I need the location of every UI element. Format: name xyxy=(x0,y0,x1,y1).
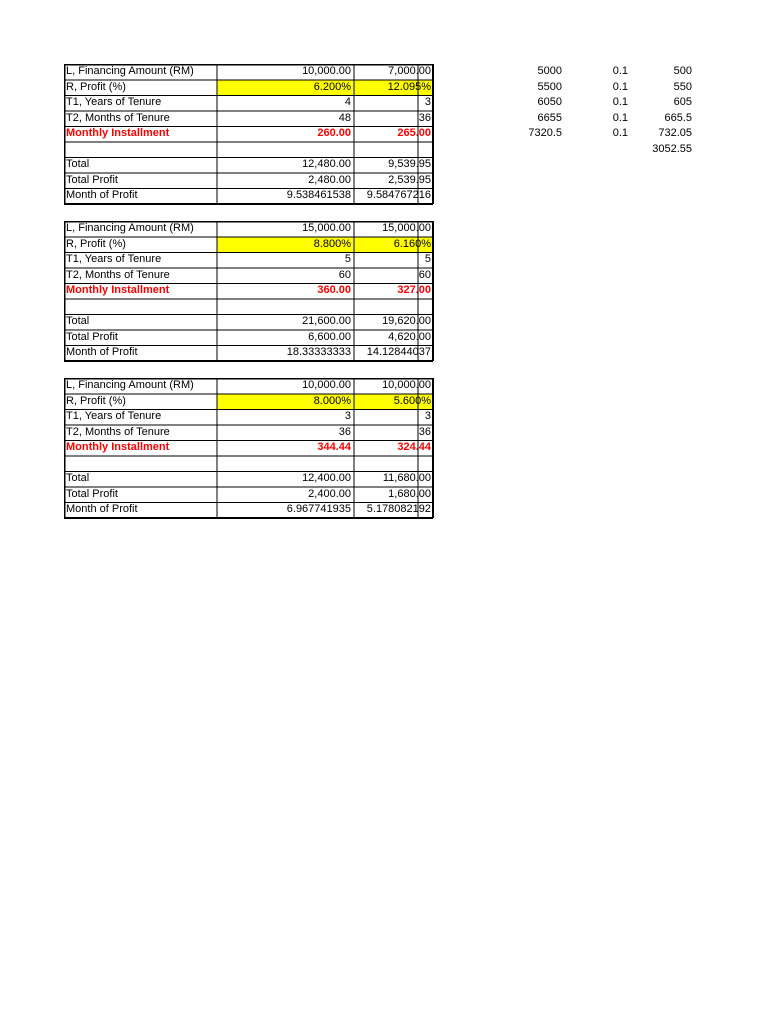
side-cell: 0.1 xyxy=(612,65,628,77)
value-option-a: 2,400.00 xyxy=(308,487,351,500)
side-cell: 550 xyxy=(673,80,692,93)
side-cell: 605 xyxy=(673,96,692,108)
row-label: T1, Years of Tenure xyxy=(66,253,162,265)
side-cell: 6050 xyxy=(537,96,562,108)
value-option-a: 2,480.00 xyxy=(308,173,351,186)
side-row xyxy=(500,111,700,127)
value-option-b: 6.160% xyxy=(354,237,433,253)
row-label: Monthly Installment xyxy=(66,127,170,139)
table-row xyxy=(64,314,433,330)
table-row xyxy=(64,268,433,284)
row-label: Monthly Installment xyxy=(66,284,170,296)
side-cell: 500 xyxy=(673,65,692,77)
value-option-b: 1,680.00 xyxy=(388,487,431,500)
row-label: T2, Months of Tenure xyxy=(66,425,170,438)
value-option-b: 4,620.00 xyxy=(388,330,431,343)
side-row xyxy=(500,80,700,96)
row-label: Total xyxy=(66,315,90,327)
table-row xyxy=(64,409,433,425)
value-option-b: 327.00 xyxy=(397,284,431,296)
value-option-a: 6.967741935 xyxy=(286,503,351,515)
value-option-a: 360.00 xyxy=(317,284,351,296)
value-option-b: 14.12844037 xyxy=(366,346,431,358)
loan-table-1 xyxy=(64,64,433,204)
blank-row xyxy=(64,299,433,315)
side-cell: 3052.55 xyxy=(652,142,692,155)
table-row xyxy=(64,237,433,253)
value-option-a: 260.00 xyxy=(317,127,351,139)
table-row xyxy=(64,157,433,173)
row-label: L, Financing Amount (RM) xyxy=(66,222,194,234)
value-option-b: 5.178082192 xyxy=(366,503,431,515)
value-option-b: 19,620.00 xyxy=(382,315,431,327)
table-row xyxy=(64,111,433,127)
side-cell: 0.1 xyxy=(612,96,628,108)
row-label: L, Financing Amount (RM) xyxy=(66,65,194,77)
table-row xyxy=(64,80,433,96)
row-label: Month of Profit xyxy=(66,503,138,515)
row-label: R, Profit (%) xyxy=(66,80,126,93)
side-row xyxy=(500,64,700,80)
row-label: L, Financing Amount (RM) xyxy=(66,379,194,391)
table-row xyxy=(64,283,433,299)
value-option-b: 60 xyxy=(418,268,431,281)
loan-table-3 xyxy=(64,378,433,518)
row-label: Total xyxy=(66,472,90,484)
table-row xyxy=(64,487,433,503)
table-row xyxy=(64,425,433,441)
value-option-a: 5 xyxy=(344,253,351,265)
blank-row xyxy=(64,456,433,472)
side-cell: 5000 xyxy=(537,65,562,77)
row-label: T2, Months of Tenure xyxy=(66,268,170,281)
blank-row xyxy=(64,142,433,158)
value-option-b: 5 xyxy=(424,253,431,265)
value-option-a: 60 xyxy=(338,268,351,281)
table-row xyxy=(64,330,433,346)
table-row xyxy=(64,394,433,410)
value-option-a: 4 xyxy=(344,96,351,108)
table-row xyxy=(64,95,433,111)
value-option-a: 3 xyxy=(344,410,351,422)
value-option-a: 36 xyxy=(338,425,351,438)
row-label: Total Profit xyxy=(66,487,118,500)
value-option-b: 265.00 xyxy=(397,127,431,139)
table-row xyxy=(64,440,433,456)
value-option-a: 15,000.00 xyxy=(302,222,351,234)
value-option-a: 12,400.00 xyxy=(302,472,351,484)
table-row xyxy=(64,345,433,361)
value-option-b: 12.095% xyxy=(354,80,433,96)
value-option-a: 18.33333333 xyxy=(286,346,351,358)
value-option-b: 2,539.95 xyxy=(388,173,431,186)
row-label: Monthly Installment xyxy=(66,441,170,453)
value-option-a: 48 xyxy=(338,111,351,124)
side-cell: 7320.5 xyxy=(528,127,562,139)
row-label: T1, Years of Tenure xyxy=(66,410,162,422)
row-label: T2, Months of Tenure xyxy=(66,111,170,124)
value-option-a: 8.800% xyxy=(217,237,353,253)
table-row xyxy=(64,502,433,518)
value-option-a: 9.538461538 xyxy=(286,189,351,201)
value-option-a: 6,600.00 xyxy=(308,330,351,343)
row-label: R, Profit (%) xyxy=(66,394,126,407)
table-row xyxy=(64,378,433,394)
row-label: Total xyxy=(66,158,90,170)
value-option-b: 15,000.00 xyxy=(382,222,431,234)
table-row xyxy=(64,64,433,80)
row-label: T1, Years of Tenure xyxy=(66,96,162,108)
row-label: Month of Profit xyxy=(66,189,138,201)
side-cell: 6655 xyxy=(537,111,562,124)
table-row xyxy=(64,221,433,237)
loan-table-2 xyxy=(64,221,433,361)
value-option-a: 10,000.00 xyxy=(302,65,351,77)
value-option-a: 12,480.00 xyxy=(302,158,351,170)
table-row xyxy=(64,126,433,142)
value-option-b: 9,539.95 xyxy=(388,158,431,170)
side-cell: 0.1 xyxy=(612,111,628,124)
value-option-a: 21,600.00 xyxy=(302,315,351,327)
value-option-a: 344.44 xyxy=(317,441,351,453)
value-option-b: 11,680.00 xyxy=(382,472,431,484)
side-row xyxy=(500,126,700,142)
row-label: Total Profit xyxy=(66,330,118,343)
value-option-b: 36 xyxy=(418,425,431,438)
value-option-b: 3 xyxy=(424,410,431,422)
table-row xyxy=(64,188,433,204)
value-option-b: 5.600% xyxy=(354,394,433,410)
value-option-b: 9.584767216 xyxy=(366,189,431,201)
side-cell: 0.1 xyxy=(612,80,628,93)
side-cell: 5500 xyxy=(537,80,562,93)
value-option-a: 8.000% xyxy=(217,394,353,410)
row-label: Total Profit xyxy=(66,173,118,186)
side-cell: 732.05 xyxy=(658,127,692,139)
table-row xyxy=(64,252,433,268)
row-label: R, Profit (%) xyxy=(66,237,126,250)
value-option-b: 10,000.00 xyxy=(382,379,431,391)
side-row xyxy=(500,142,700,158)
value-option-b: 36 xyxy=(418,111,431,124)
value-option-b: 324.44 xyxy=(397,441,431,453)
side-cell: 0.1 xyxy=(612,127,628,139)
table-row xyxy=(64,173,433,189)
value-option-a: 6.200% xyxy=(217,80,353,96)
value-option-b: 7,000.00 xyxy=(388,65,431,77)
row-label: Month of Profit xyxy=(66,346,138,358)
side-calculation-table xyxy=(500,64,700,157)
side-row xyxy=(500,95,700,111)
side-cell: 665.5 xyxy=(664,111,692,124)
value-option-a: 10,000.00 xyxy=(302,379,351,391)
table-row xyxy=(64,471,433,487)
value-option-b: 3 xyxy=(424,96,431,108)
